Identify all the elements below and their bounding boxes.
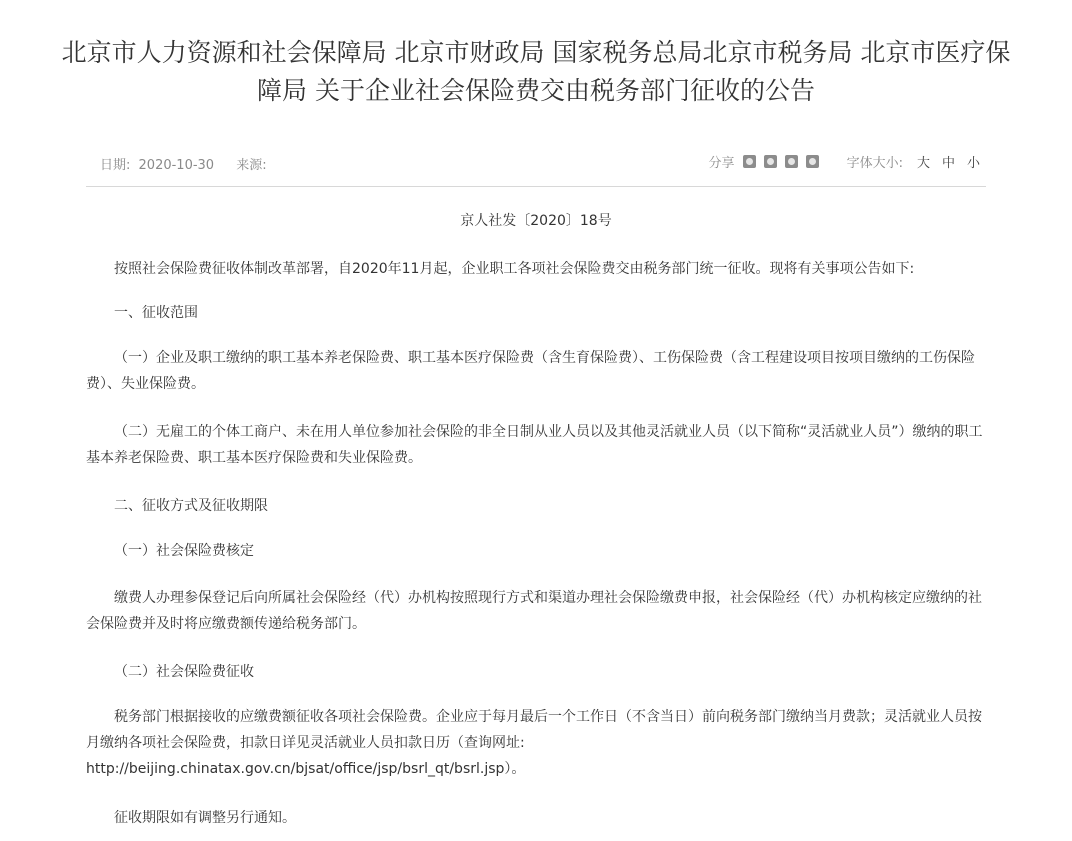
font-size-medium-button[interactable]: 中 bbox=[941, 156, 955, 171]
paragraph-deadline-note: 征收期限如有调整另行通知。 bbox=[114, 810, 296, 826]
paragraph-assessment: 缴费人办理参保登记后向所属社会保险经（代）办机构按照现行方式和渠道办理社会保险缴费申报，社会保险经（代）办机构核定应缴纳的社会保险费并及时将应缴费额传递给税务部门。 bbox=[86, 590, 982, 632]
paragraph-collection-text: 税务部门根据接收的应缴费额征收各项社会保险费。企业应于每月最后一个工作日（不含当日）前向税务部门缴纳当月费款；灵活就业人员按月缴纳各项社会保险费，扣款日详见灵活就业人员扣款日历（查询网址: bbox=[86, 709, 982, 751]
font-size-large-button[interactable]: 大 bbox=[916, 156, 930, 171]
section-heading-scope: 一、征收范围 bbox=[114, 305, 198, 321]
share-label: 分享 bbox=[708, 156, 735, 171]
paragraph-collection bbox=[86, 704, 986, 782]
section-heading-method: 二、征收方式及征收期限 bbox=[114, 498, 268, 514]
wechat-icon[interactable] bbox=[764, 155, 777, 168]
font-size-small-button[interactable]: 小 bbox=[966, 156, 980, 171]
subheading-assessment: （一）社会保险费核定 bbox=[114, 543, 254, 559]
paragraph-scope-2: （二）无雇工的个体工商户、未在用人单位参加社会保险的非全日制从业人员以及其他灵活就业人员（以下简称“灵活就业人员”）缴纳的职工基本养老保险费、职工基本医疗保险费和失业保险费。 bbox=[86, 424, 983, 466]
article-meta-bar bbox=[86, 150, 986, 187]
subheading-collection: （二）社会保险费征收 bbox=[114, 664, 254, 680]
paragraph-scope-1: （一）企业及职工缴纳的职工基本养老保险费、职工基本医疗保险费（含生育保险费）、工伤保险费（含工程建设项目按项目缴纳的工伤保险费）、失业保险费。 bbox=[86, 350, 975, 392]
article-title: 北京市人力资源和社会保障局 北京市财政局 国家税务总局北京市税务局 北京市医疗保障局 关于企业社会保险费交由税务部门征收的公告 bbox=[61, 38, 1011, 105]
qq-icon[interactable] bbox=[785, 155, 798, 168]
link-suffix: ）。 bbox=[504, 761, 526, 777]
source-label: 来源: bbox=[236, 158, 267, 173]
document-number: 京人社发〔2020〕18号 bbox=[460, 213, 612, 229]
qzone-icon[interactable] bbox=[806, 155, 819, 168]
publish-date: 2020-10-30 bbox=[138, 158, 215, 173]
paragraph-intro: 按照社会保险费征收体制改革部署，自2020年11月起，企业职工各项社会保险费交由税务部门统一征收。现将有关事项公告如下: bbox=[114, 261, 915, 277]
deduction-calendar-link[interactable]: http://beijing.chinatax.gov.cn/bjsat/office/jsp/bsrl_qt/bsrl.jsp bbox=[86, 761, 505, 777]
article-tools bbox=[709, 152, 986, 171]
date-label: 日期: bbox=[100, 158, 131, 173]
weibo-icon[interactable] bbox=[743, 155, 756, 168]
article-info bbox=[100, 154, 275, 173]
font-size-label: 字体大小: bbox=[846, 156, 903, 171]
